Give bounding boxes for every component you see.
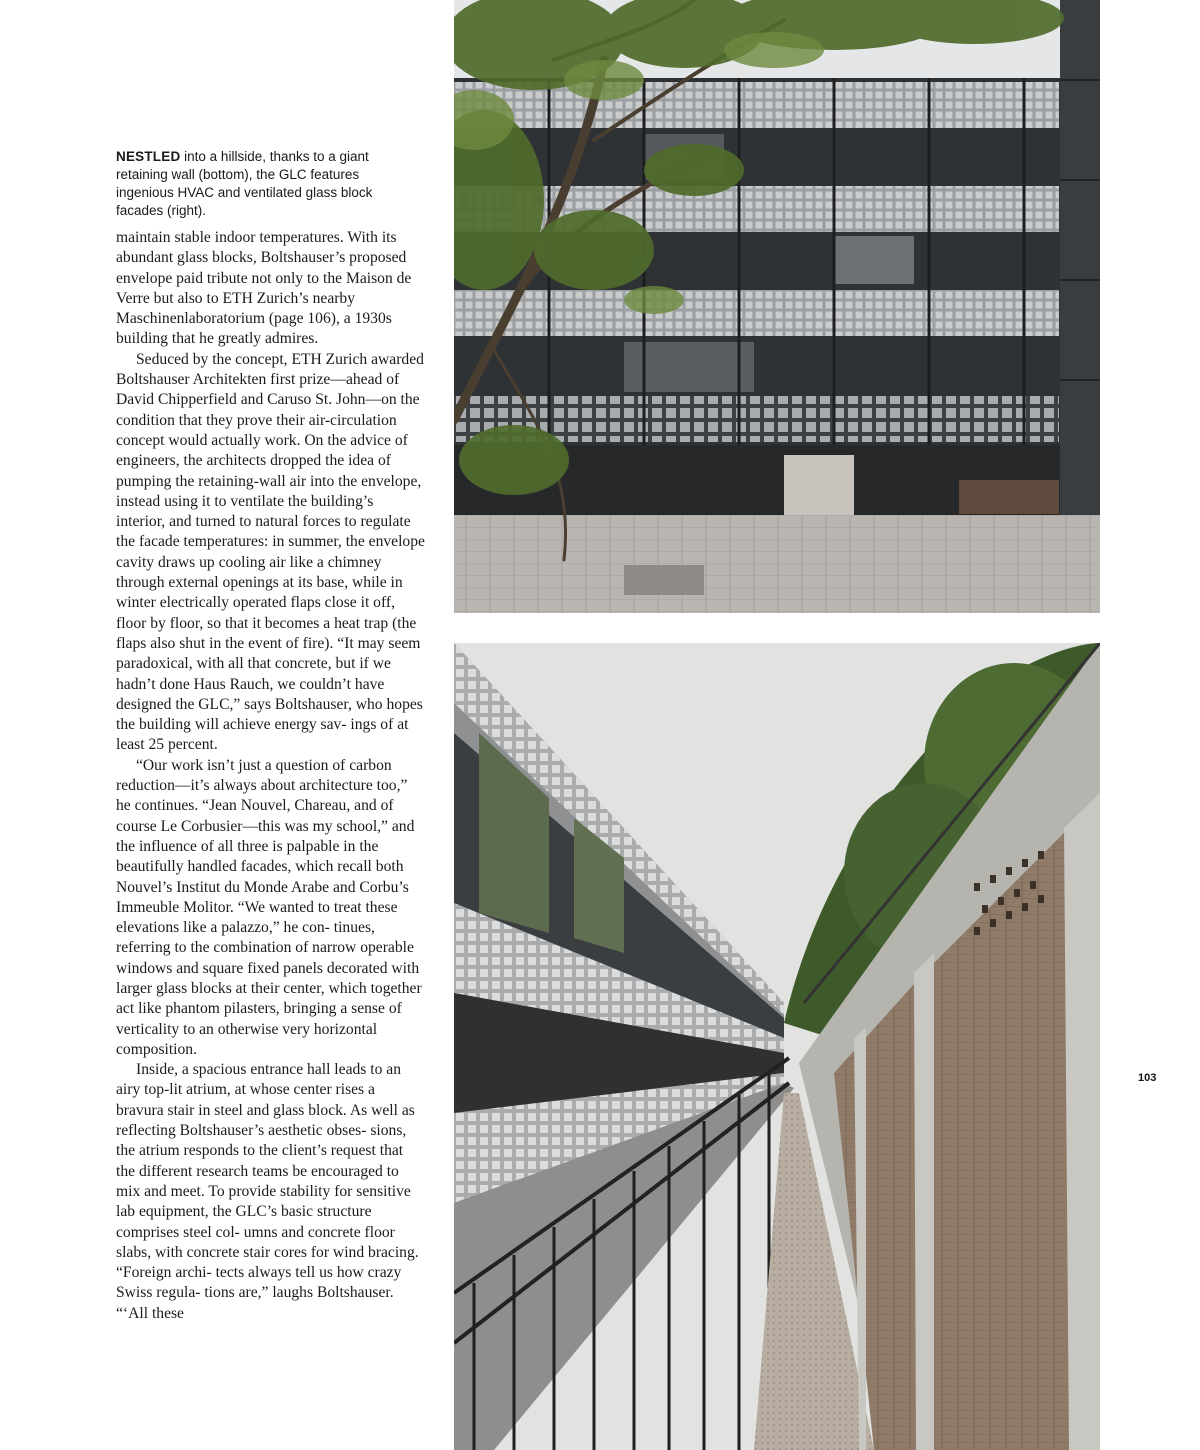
paragraph: Inside, a spacious entrance hall leads to an airy top-lit atrium, at whose center rises a bravura stair in steel and glass block. As well as reflecting Boltshauser’s aesthetic obses- sions, the atrium responds to the client’s request that the different research teams be encouraged to mix and meet. To provide stability for sensitive lab equipment, the GLC’s basic structure comprises steel col- umns and concrete floor slabs, with concrete stair cores for wind bracing. “Foreign archi- tects always tell us how crazy Swiss regula- tions are,” laughs Boltshauser. “‘All these bbox=[116, 1061, 419, 1322]
paragraph: maintain stable indoor temperatures. With its abundant glass blocks, Boltshauser’s proposed envelope paid tribute not only to the Maison de Verre but also to ETH Zurich’s nearby Maschinenlaboratorium (page 106), a 1930s building that he greatly admires. bbox=[116, 229, 412, 348]
paragraph: “Our work isn’t just a question of carbon reduction—it’s always about architecture too,” he continues. “Jean Nouvel, Chareau, and of course Le Corbusier—this was my school,” and the influence of all three is palpable in the beautifully handled facades, which recall both Nouvel’s Institut du Monde Arabe and Corbu’s Immeuble Molitor. “We wanted to treat these elevations like a palazzo,” he con- tinues, referring to the combination of narrow operable windows and square fixed panels decorated with larger glass blocks at their center, which together act like phantom pilasters, bringing a sense of verticality to an otherwise very horizontal composition. bbox=[116, 756, 422, 1058]
photo-caption bbox=[116, 148, 406, 220]
retaining-wall-photo bbox=[454, 643, 1100, 1450]
facade-photo bbox=[454, 0, 1100, 613]
page-number: 103 bbox=[1138, 1072, 1157, 1084]
paragraph: Seduced by the concept, ETH Zurich awarded Boltshauser Architekten first prize—ahead of David Chipperfield and Caruso St. John—on the condition that they prove their air-circulation concept would actually work. On the advice of engineers, the architects dropped the idea of pumping the retaining-wall air into the envelope, instead using it to ventilate the building’s interior, and turned to natural forces to regulate the facade temperatures: in summer, the envelope cavity draws up cooling air like a chimney through external openings at its base, while in winter electrically operated flaps close it off, floor by floor, so that it becomes a heat trap (the flaps also shut in the event of fire). “It may seem paradoxical, with all that concrete, but if we hadn’t done Haus Rauch, we couldn’t have designed the GLC,” says Boltshauser, who hopes the building will achieve energy sav- ings of at least 25 percent. bbox=[116, 350, 425, 754]
caption-lead: NESTLED bbox=[116, 149, 181, 164]
article-body bbox=[116, 228, 426, 1324]
caption-text: into a hillside, thanks to a giant retaining wall (bottom), the GLC features ingenious HVAC and ventilated glass block facades (right). bbox=[116, 149, 373, 218]
